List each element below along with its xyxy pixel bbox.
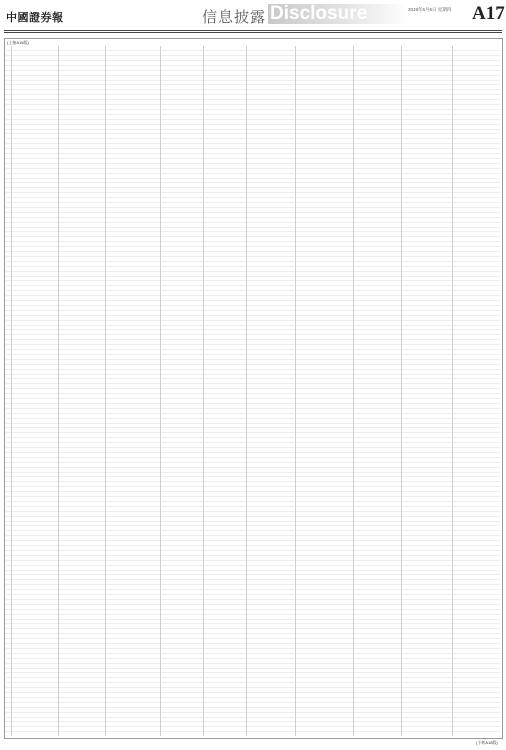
disclosure-table-body (5, 46, 500, 736)
continued-on-note: (下转A18版) (476, 740, 498, 745)
masthead (0, 0, 506, 30)
column-line (58, 46, 59, 736)
column-line (11, 46, 12, 736)
section-banner-text: Disclosure (270, 3, 368, 24)
issue-date: 2019年6月6日 星期四 (408, 7, 452, 12)
column-line (105, 46, 106, 736)
column-line (295, 46, 296, 736)
continued-from-note: (上接A16版) (7, 40, 29, 45)
section-title: 信息披露 (202, 8, 267, 26)
column-line (160, 46, 161, 736)
page-number: A17 (472, 3, 505, 24)
column-line (353, 46, 354, 736)
newspaper-logo: 中國證券報 (6, 11, 64, 24)
column-line (401, 46, 402, 736)
masthead-rule-thin (4, 32, 502, 33)
column-line (203, 46, 204, 736)
column-line (452, 46, 453, 736)
masthead-rule (4, 30, 502, 31)
section-banner (268, 4, 408, 24)
column-line (246, 46, 247, 736)
